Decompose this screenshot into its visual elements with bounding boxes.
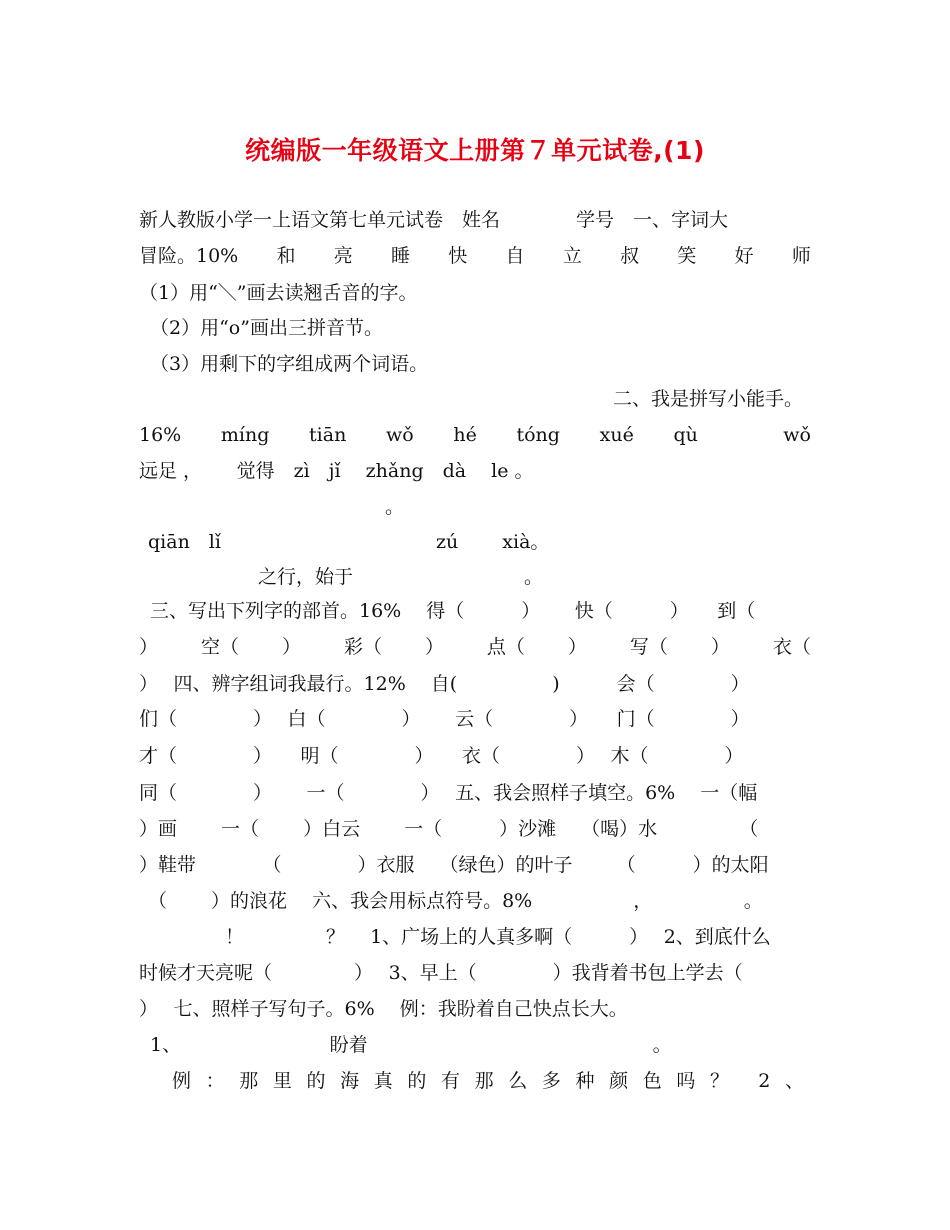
text-token: ）: [567, 636, 587, 658]
text-token: tóng: [516, 424, 560, 446]
text-line-19: ）鞋带 （ ）衣服 （绿色）的叶子 （ ）的太阳: [139, 854, 769, 876]
text-token: ）: [139, 636, 159, 658]
text-token: 点（: [486, 636, 525, 658]
text-token: 2: [758, 1070, 771, 1092]
text-token: 写（: [629, 636, 668, 658]
text-token: 色: [642, 1070, 662, 1092]
text-token: 自: [505, 245, 525, 267]
text-token: wǒ: [783, 424, 811, 446]
text-token: 真: [373, 1070, 393, 1092]
text-token: 那: [474, 1070, 494, 1092]
text-token: 的: [407, 1070, 427, 1092]
text-token: 16%: [139, 424, 182, 446]
text-line-16: 才（ ） 明（ ） 衣（ ） 木（ ）: [139, 745, 744, 767]
text-line-6: 二、我是拼写小能手。: [613, 388, 804, 410]
text-token: 吗: [676, 1070, 696, 1092]
text-line-11: 之行，始于 。: [258, 566, 544, 588]
text-token: 种: [575, 1070, 595, 1092]
text-token: 叔: [620, 245, 640, 267]
text-token: 彩（: [343, 636, 382, 658]
text-line-5: （3）用剩下的字组成两个词语。: [150, 353, 429, 375]
text-token: 那: [239, 1070, 259, 1092]
text-line-25: [172, 1069, 804, 1093]
text-line-13: [139, 635, 811, 659]
text-token: 的: [306, 1070, 326, 1092]
text-token: 立: [562, 245, 582, 267]
text-token: hé: [453, 424, 477, 446]
text-token: ）: [710, 636, 730, 658]
text-token: ？: [710, 1070, 730, 1092]
text-token: [738, 423, 744, 447]
text-line-17: 同（ ） 一（ ） 五、我会照样子填空。6% 一（幅: [139, 782, 758, 804]
text-line-22: 时候才天亮呢（ ） 3、早上（ ）我背着书包上学去（: [139, 962, 743, 984]
text-token: 么: [508, 1070, 528, 1092]
text-token: qù: [673, 424, 698, 446]
text-token: 多: [541, 1070, 561, 1092]
text-token: 空（: [200, 636, 239, 658]
text-line-20: （ ）的浪花 六、我会用标点符号。8% ， 。: [148, 890, 763, 912]
text-line-9: 。: [385, 496, 405, 518]
text-token: 衣（: [772, 636, 811, 658]
text-token: ）: [424, 636, 444, 658]
text-token: xué: [599, 424, 634, 446]
text-token: wǒ: [385, 424, 414, 446]
text-token: 和: [276, 245, 296, 267]
text-token: ）: [281, 636, 301, 658]
text-token: 里: [272, 1070, 292, 1092]
text-line-4: （2）用“o”画出三拼音节。: [150, 317, 383, 339]
text-token: 笑: [677, 245, 697, 267]
text-token: míng: [220, 424, 270, 446]
text-token: 、: [784, 1070, 804, 1092]
text-line-3: （1）用“＼”画去读翘舌音的字。: [139, 282, 418, 304]
text-line-1: 新人教版小学一上语文第七单元试卷 姓名 学号 一、字词大: [139, 209, 729, 231]
text-line-14: ） 四、辨字组词我最行。12% 自( ) 会（ ）: [139, 673, 750, 695]
text-token: 快: [448, 245, 468, 267]
text-line-2: [139, 244, 811, 268]
text-line-12: 三、写出下列字的部首。16% 得（ ） 快（ ） 到（: [150, 600, 756, 622]
text-token: 亮: [333, 245, 353, 267]
text-token: 好: [734, 245, 754, 267]
text-line-10: qiān lǐ zú xià。: [148, 531, 550, 553]
text-token: 冒险。10%: [139, 245, 239, 267]
text-line-8: 远足 ， 觉得 zì jǐ zhǎng dà le 。: [139, 460, 534, 482]
text-line-7: [139, 423, 811, 447]
text-token: 睡: [391, 245, 411, 267]
text-line-21: ！ ？ 1、广场上的人真多啊（ ） 2、到底什么: [225, 926, 771, 948]
text-token: 颜: [609, 1070, 629, 1092]
text-token: ：: [205, 1070, 225, 1092]
text-line-24: 1、 盼着 。: [150, 1034, 672, 1056]
text-token: 师: [791, 245, 811, 267]
text-token: 海: [340, 1070, 360, 1092]
text-line-23: ） 七、照样子写句子。6% 例：我盼着自己快点长大。: [139, 998, 628, 1020]
text-line-18: ）画 一（ ）白云 一（ ）沙滩 （喝）水 （: [139, 818, 759, 840]
text-token: 例: [172, 1070, 192, 1092]
document-title: 统编版一年级语文上册第７单元试卷,(1): [245, 136, 705, 165]
text-token: tiān: [309, 424, 347, 446]
text-token: 有: [441, 1070, 461, 1092]
text-line-15: 们（ ） 白（ ） 云（ ） 门（ ）: [139, 708, 750, 730]
